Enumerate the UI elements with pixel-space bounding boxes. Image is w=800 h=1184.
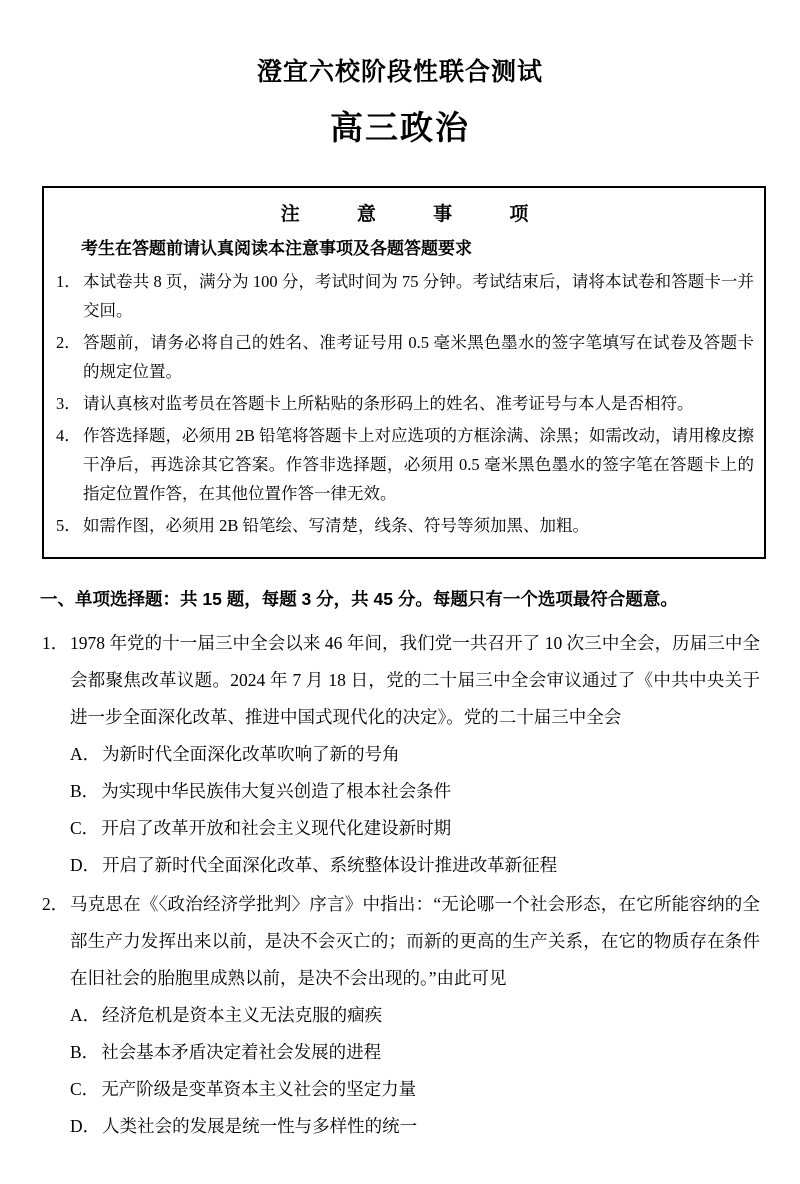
notice-box (42, 186, 766, 559)
option-label: B． (70, 1042, 100, 1062)
option-text: 社会基本矛盾决定着社会发展的进程 (101, 1042, 382, 1062)
page-subtitle: 高三政治 (330, 109, 470, 146)
notice-item-number: 1． (56, 272, 81, 291)
notice-item (55, 267, 754, 325)
option-row-c (70, 810, 760, 847)
notice-item-number: 5． (56, 516, 81, 535)
notice-subheading: 考生在答题前请认真阅读本注意事项及各题答题要求 (81, 239, 472, 258)
notice-item (55, 511, 754, 540)
option-text: 为新时代全面深化改革吹响了新的号角 (102, 744, 400, 764)
notice-item (55, 389, 754, 418)
option-text: 无产阶级是变革资本主义社会的坚定力量 (101, 1079, 417, 1099)
section-heading: 一、单项选择题：共 15 题，每题 3 分，共 45 分。每题只有一个选项最符合题意。 (40, 589, 678, 609)
option-label: A． (70, 1005, 101, 1025)
page-title: 澄宜六校阶段性联合测试 (256, 58, 543, 86)
notice-item-number: 3． (56, 394, 81, 413)
notice-item (55, 421, 754, 508)
question-2 (42, 886, 760, 1145)
option-text: 人类社会的发展是统一性与多样性的统一 (102, 1116, 418, 1136)
notice-item-text: 本试卷共 8 页，满分为 100 分，考试时间为 75 分钟。考试结束后，请将本试卷和答题卡一并交回。 (83, 272, 754, 320)
question-stem: 马克思在《〈政治经济学批判〉序言》中指出：“无论哪一个社会形态，在它所能容纳的全部生产力发挥出来以前，是决不会灭亡的；而新的更高的生产关系，在它的物质存在条件在旧社会的胎胞里成熟以前，是决不会出现的。”由此可见 (70, 894, 760, 988)
notice-item (55, 328, 754, 386)
notice-item-text: 如需作图，必须用 2B 铅笔绘、写清楚，线条、符号等须加黑、加粗。 (83, 516, 590, 535)
notice-item-number: 2． (56, 333, 81, 352)
notice-item-text: 答题前，请务必将自己的姓名、准考证号用 0.5 毫米黑色墨水的签字笔填写在试卷及答题卡的规定位置。 (83, 333, 754, 381)
option-row-b (70, 1034, 760, 1071)
questions (42, 625, 760, 1145)
option-row-d (70, 1108, 760, 1145)
option-row-c (70, 1071, 760, 1108)
option-row-a (70, 997, 760, 1034)
question-stem: 1978 年党的十一届三中全会以来 46 年间，我们党一共召开了 10 次三中全会，历届三中全会都聚焦改革议题。2024 年 7 月 18 日，党的二十届三中全会审议通过了《中共中央关于进一步全面深化改革、推进中国式现代化的决定》。党的二十届三中全会 (70, 633, 760, 727)
notice-item-text: 请认真核对监考员在答题卡上所粘贴的条形码上的姓名、准考证号与本人是否相符。 (83, 394, 694, 413)
option-text: 开启了改革开放和社会主义现代化建设新时期 (101, 818, 452, 838)
notice-heading: 注 意 事 项 (280, 204, 555, 225)
option-row-a (70, 736, 760, 773)
option-row-b (70, 773, 760, 810)
question-number: 2． (42, 894, 69, 914)
option-label: C． (70, 1079, 100, 1099)
question-number: 1． (42, 633, 69, 653)
option-label: D． (70, 855, 101, 875)
option-label: A． (70, 744, 101, 764)
question-1 (42, 625, 760, 884)
notice-items (55, 267, 754, 540)
notice-item-number: 4． (56, 426, 81, 445)
option-text: 经济危机是资本主义无法克服的痼疾 (102, 1005, 383, 1025)
option-label: C． (70, 818, 100, 838)
option-label: B． (70, 781, 100, 801)
option-text: 开启了新时代全面深化改革、系统整体设计推进改革新征程 (102, 855, 558, 875)
option-text: 为实现中华民族伟大复兴创造了根本社会条件 (101, 781, 452, 801)
notice-item-text: 作答选择题，必须用 2B 铅笔将答题卡上对应选项的方框涂满、涂黑；如需改动，请用橡皮擦干净后，再选涂其它答案。作答非选择题，必须用 0.5 毫米黑色墨水的签字笔在答题卡上的指定位置作答，在其他位置作答一律无效。 (83, 426, 755, 503)
option-row-d (70, 847, 760, 884)
option-label: D． (70, 1116, 101, 1136)
